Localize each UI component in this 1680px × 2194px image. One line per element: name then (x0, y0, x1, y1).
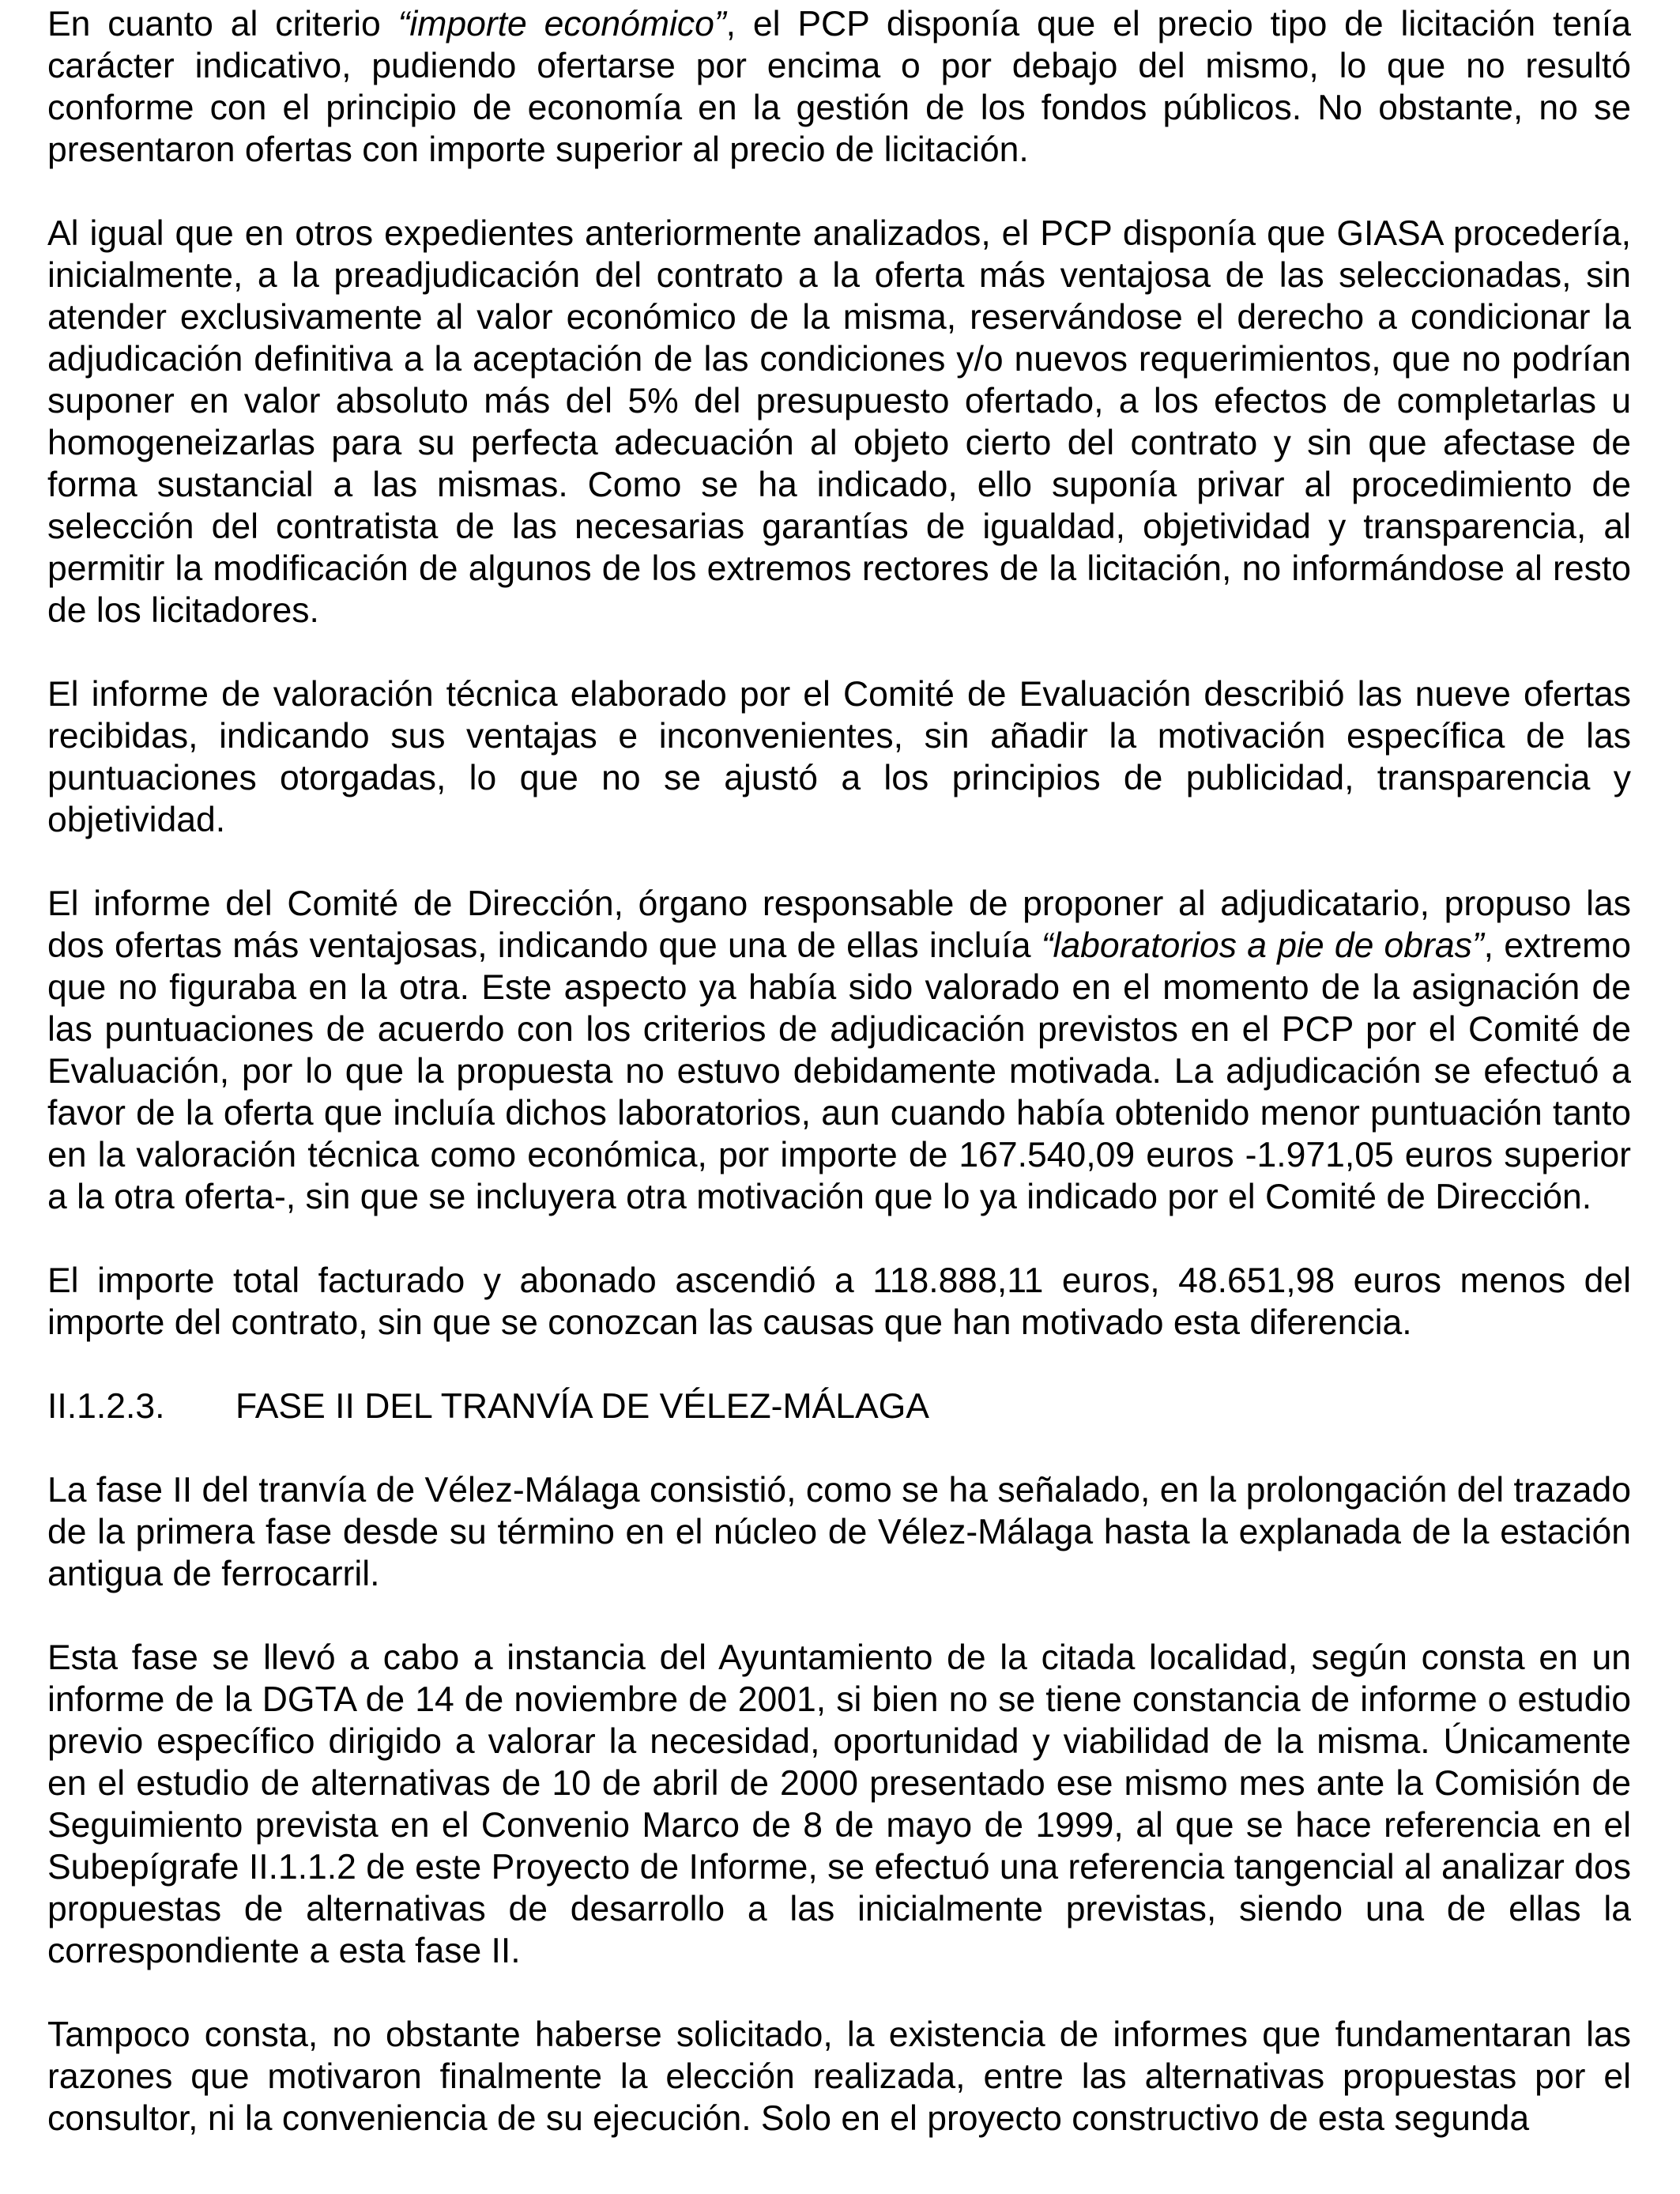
paragraph-instancia-ayuntamiento: Esta fase se llevó a cabo a instancia del Ayuntamiento de la citada localidad, según consta en un informe de la DGTA de 14 de noviembre de 2001, si bien no se tiene constancia de informe o estudio previo específico dirigido a valorar la necesidad, oportunidad y viabilidad de la misma. Únicamente en el estudio de alternativas de 10 de abril de 2000 presentado ese mismo mes ante la Comisión de Seguimiento prevista en el Convenio Marco de 8 de mayo de 1999, al que se hace referencia en el Subepígrafe II.1.1.2 de este Proyecto de Informe, se efectuó una referencia tangencial al analizar dos propuestas de alternativas de desarrollo a las inicialmente previstas, siendo una de ellas la correspondiente a esta fase II. (47, 1638, 1631, 1970)
document-page (47, 3, 1631, 2139)
paragraph-importe-economico (47, 3, 1631, 171)
paragraph-text: En cuanto al criterio (47, 5, 398, 43)
paragraph-text: , extremo que no figuraba en la otra. Este aspecto ya había sido valorado en el momento de la asignación de las puntuaciones de acuerdo con los criterios de adjudicación previstos en el PCP por el Comité de Evaluación, por lo que la propuesta no estuvo debidamente motivada. La adjudicación se efectuó a favor de la oferta que incluía dichos laboratorios, aun cuando había obtenido menor puntuación tanto en la valoración técnica como económica, por importe de 167.540,09 euros -1.971,05 euros superior a la otra oferta-, sin que se incluyera otra motivación que lo ya indicado por el Comité de Dirección. (47, 926, 1631, 1216)
paragraph-fase-ii: La fase II del tranvía de Vélez-Málaga consistió, como se ha señalado, en la prolongación del trazado de la primera fase desde su término en el núcleo de Vélez-Málaga hasta la explanada de la estación antigua de ferrocarril. (47, 1471, 1631, 1593)
section-title: FASE II DEL TRANVÍA DE VÉLEZ-MÁLAGA (235, 1387, 929, 1426)
section-number: II.1.2.3. (47, 1387, 165, 1426)
paragraph-valoracion-tecnica: El informe de valoración técnica elaborado por el Comité de Evaluación describió las nueve ofertas recibidas, indicando sus ventajas e inconvenientes, sin añadir la motivación específica de las puntuaciones otorgadas, lo que no se ajustó a los principios de publicidad, transparencia y objetividad. (47, 675, 1631, 839)
paragraph-tampoco-consta: Tampoco consta, no obstante haberse solicitado, la existencia de informes que fundamentaran las razones que motivaron finalmente la elección realizada, entre las alternativas propuestas por el consultor, ni la conveniencia de su ejecución. Solo en el proyecto constructivo de esta segunda (47, 2015, 1631, 2138)
quoted-term-importe-economico: “importe económico” (397, 5, 726, 43)
paragraph-preadjudicacion: Al igual que en otros expedientes anteriormente analizados, el PCP disponía que GIASA procedería, inicialmente, a la preadjudicación del contrato a la oferta más ventajosa de las seleccionadas, sin atender exclusivamente al valor económico de la misma, reservándose el derecho a condicionar la adjudicación definitiva a la aceptación de las condiciones y/o nuevos requerimientos, que no podrían suponer en valor absoluto más del 5% del presupuesto ofertado, a los efectos de completarlas u homogeneizarlas para su perfecta adecuación al objeto cierto del contrato y sin que afectase de forma sustancial a las mismas. Como se ha indicado, ello suponía privar al procedimiento de selección del contratista de las necesarias garantías de igualdad, objetividad y transparencia, al permitir la modificación de algunos de los extremos rectores de la licitación, no informándose al resto de los licitadores. (47, 214, 1631, 630)
paragraph-comite-direccion (47, 883, 1631, 1218)
paragraph-text: , el PCP disponía que el precio tipo de licitación tenía carácter indicativo, pudiendo ofertarse por encima o por debajo del mismo, lo que no resultó conforme con el principio de economía en la gestión de los fondos públicos. No obstante, no se presentaron ofertas con importe superior al precio de licitación. (47, 5, 1631, 169)
paragraph-importe-facturado: El importe total facturado y abonado ascendió a 118.888,11 euros, 48.651,98 euros menos del importe del contrato, sin que se conozcan las causas que han motivado esta diferencia. (47, 1261, 1631, 1342)
section-heading (47, 1385, 1631, 1427)
paragraph-text: El informe del Comité de Dirección, órgano responsable de proponer al adjudicatario, propuso las dos ofertas más ventajosas, indicando que una de ellas incluía (47, 884, 1631, 965)
quoted-term-laboratorios: “laboratorios a pie de obras” (1041, 926, 1484, 965)
